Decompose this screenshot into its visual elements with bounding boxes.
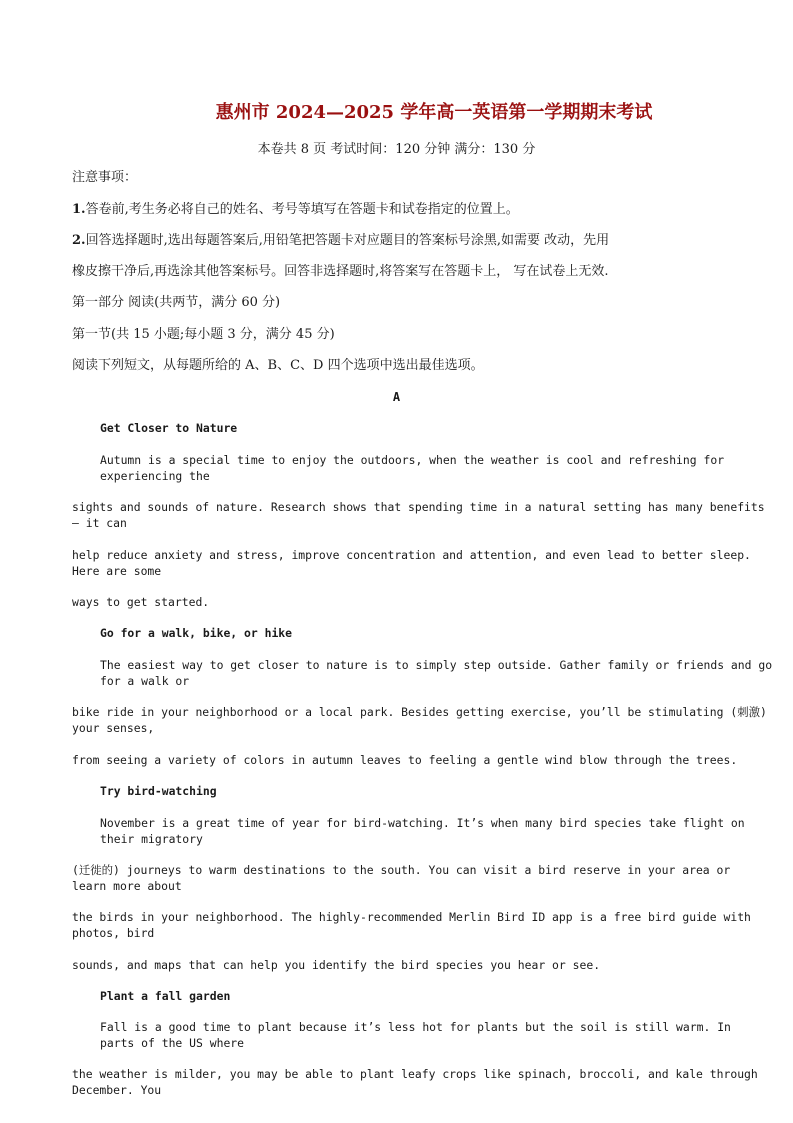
passage-line: learn more about xyxy=(72,879,182,893)
passage-line: their migratory xyxy=(100,832,203,846)
note-item-1 xyxy=(72,202,519,218)
passage-line: bike ride in your neighborhood or a local park. Besides getting exercise, you’ll be stimulating (刺激) xyxy=(72,705,767,719)
part-one-heading: 第一部分 阅读(共两节，满分 60 分) xyxy=(72,295,281,310)
passage-line: sounds, and maps that can help you identify the bird species you hear or see. xyxy=(72,958,601,972)
reading-instruction: 阅读下列短文，从每题所给的 A、B、C、D 四个选项中选出最佳选项。 xyxy=(72,358,484,373)
subheading-bird-watching: Try bird-watching xyxy=(100,784,217,798)
note-item-2-continued: 橡皮擦干净后,再选涂其他答案标号。回答非选择题时,将答案写在答题卡上， 写在试卷上无效. xyxy=(72,264,609,279)
passage-line: — it can xyxy=(72,516,127,530)
passage-line: parts of the US where xyxy=(100,1036,245,1050)
passage-label: A xyxy=(392,390,401,404)
passage-line: Fall is a good time to plant because it’s less hot for plants but the soil is still warm. In xyxy=(100,1020,731,1034)
passage-title: Get Closer to Nature xyxy=(100,421,238,435)
passage-line: experiencing the xyxy=(100,469,210,483)
passage-line: ways to get started. xyxy=(72,595,210,609)
passage-line: sights and sounds of nature. Research shows that spending time in a natural setting has many benefits xyxy=(72,500,765,514)
passage-line: December. You xyxy=(72,1083,162,1097)
passage-line: help reduce anxiety and stress, improve concentration and attention, and even lead to better sleep. xyxy=(72,548,751,562)
note-item-2-text: 回答选择题时,选出每题答案后,用铅笔把答题卡对应题目的答案标号涂黑,如需要 改动，先用 xyxy=(85,233,610,248)
note-item-2-number: 2. xyxy=(72,233,86,248)
passage-line: your senses, xyxy=(72,721,155,735)
passage-line: November is a great time of year for bird-watching. It’s when many bird species take flight on xyxy=(100,816,745,830)
passage-line: for a walk or xyxy=(100,674,190,688)
notes-heading: 注意事项： xyxy=(72,170,138,185)
passage-line: The easiest way to get closer to nature is to simply step outside. Gather family or friends and go xyxy=(100,658,773,672)
passage-line: the weather is milder, you may be able to plant leafy crops like spinach, broccoli, and kale through xyxy=(72,1067,758,1081)
passage-line: the birds in your neighborhood. The highly-recommended Merlin Bird ID app is a free bird guide with xyxy=(72,910,751,924)
passage-line: Autumn is a special time to enjoy the outdoors, when the weather is cool and refreshing for xyxy=(100,453,725,467)
exam-info: 本卷共 8 页 考试时间：120 分钟 满分：130 分 xyxy=(257,142,536,157)
subheading-fall-garden: Plant a fall garden xyxy=(100,989,231,1003)
note-item-1-text: 答卷前,考生务必将自己的姓名、考号等填写在答题卡和试卷指定的位置上。 xyxy=(85,202,519,217)
passage-line: Here are some xyxy=(72,564,162,578)
passage-line: photos, bird xyxy=(72,926,155,940)
passage-line: (迁徙的) journeys to warm destinations to the south. You can visit a bird reserve in your area or xyxy=(72,863,731,877)
note-item-1-number: 1. xyxy=(72,202,86,217)
note-item-2 xyxy=(72,233,609,249)
exam-title: 惠州市 2024—2025 学年高一英语第一学期期末考试 xyxy=(215,102,653,123)
section-one-heading: 第一节(共 15 小题;每小题 3 分，满分 45 分) xyxy=(72,327,335,342)
passage-line: from seeing a variety of colors in autumn leaves to feeling a gentle wind blow through the trees. xyxy=(72,753,738,767)
subheading-walk: Go for a walk, bike, or hike xyxy=(100,626,293,640)
